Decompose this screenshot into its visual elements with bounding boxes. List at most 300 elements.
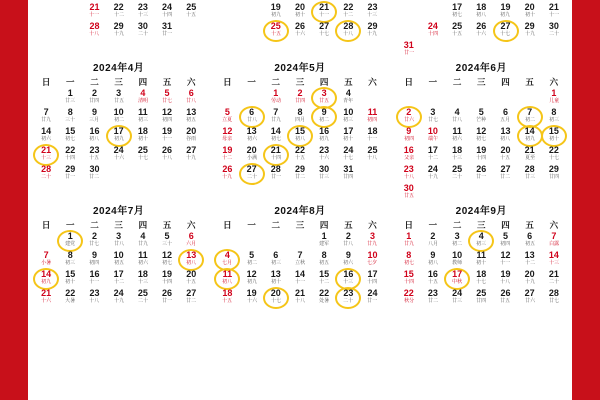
day-cell[interactable] (397, 126, 421, 145)
day-cell[interactable] (312, 21, 336, 40)
day-number: 26 (476, 21, 487, 31)
weekday-header-6: 六 (549, 77, 559, 87)
day-cell[interactable] (215, 126, 239, 145)
day-cell[interactable] (215, 269, 239, 288)
day-cell[interactable] (82, 107, 106, 126)
day-cell[interactable] (336, 88, 360, 107)
day-cell[interactable] (131, 88, 155, 107)
day-number: 25 (452, 164, 463, 174)
day-cell[interactable] (421, 126, 445, 145)
day-cell[interactable] (542, 269, 566, 288)
day-cell[interactable] (107, 21, 131, 40)
day-cell[interactable] (445, 288, 469, 307)
day-cell[interactable] (131, 269, 155, 288)
day-cell[interactable] (155, 2, 179, 21)
day-cell[interactable] (82, 231, 106, 250)
lunar-label: 十四 (270, 155, 281, 161)
day-cell[interactable] (82, 250, 106, 269)
weekday-header-1: 一 (66, 77, 75, 87)
day-cell[interactable] (131, 21, 155, 40)
day-cell[interactable] (240, 288, 264, 307)
lunar-label: 初四 (89, 260, 100, 266)
day-cell[interactable] (469, 164, 493, 183)
lunar-label: 十六 (41, 298, 52, 304)
day-cell[interactable] (131, 2, 155, 21)
day-number: 18 (137, 269, 148, 279)
day-number: 18 (476, 269, 487, 279)
day-cell[interactable] (397, 164, 421, 183)
day-cell[interactable] (107, 288, 131, 307)
day-cell[interactable] (421, 164, 445, 183)
day-number: 29 (294, 164, 305, 174)
day-cell[interactable] (421, 21, 445, 40)
day-cell[interactable] (288, 21, 312, 40)
day-cell[interactable] (58, 107, 82, 126)
lunar-label: 初三 (548, 117, 559, 123)
day-cell[interactable] (469, 288, 493, 307)
day-number: 28 (89, 21, 100, 31)
day-cell[interactable] (421, 269, 445, 288)
day-cell[interactable] (240, 269, 264, 288)
empty-cell (493, 88, 517, 107)
day-cell[interactable] (288, 88, 312, 107)
day-cell[interactable] (107, 2, 131, 21)
day-cell[interactable] (240, 107, 264, 126)
day-cell[interactable] (34, 107, 58, 126)
lunar-label: 初四 (367, 117, 378, 123)
weekday-header-1: 一 (247, 77, 256, 87)
day-cell[interactable] (421, 231, 445, 250)
day-cell[interactable] (34, 288, 58, 307)
day-cell[interactable] (336, 2, 360, 21)
day-cell[interactable] (469, 21, 493, 40)
empty-cell (58, 2, 82, 21)
day-number: 14 (524, 126, 535, 136)
day-number: 28 (524, 164, 535, 174)
day-number: 12 (476, 126, 487, 136)
lunar-label: 十六 (295, 31, 305, 37)
day-cell[interactable] (360, 288, 384, 307)
day-cell[interactable] (82, 2, 106, 21)
day-cell[interactable] (240, 145, 264, 164)
lunar-label: 初三 (137, 117, 148, 123)
day-cell[interactable] (155, 231, 179, 250)
lunar-label: 廿五 (403, 193, 414, 199)
day-cell[interactable] (264, 107, 288, 126)
day-cell[interactable] (336, 231, 360, 250)
weekday-header-4: 四 (319, 77, 329, 87)
day-cell[interactable] (155, 288, 179, 307)
day-cell[interactable] (264, 250, 288, 269)
day-cell[interactable] (264, 126, 288, 145)
day-cell[interactable] (58, 288, 82, 307)
day-number: 29 (113, 21, 124, 31)
day-cell[interactable] (312, 2, 336, 21)
lunar-label: 廿七 (427, 117, 438, 123)
day-number: 6 (188, 88, 194, 98)
lunar-label: 建党 (65, 241, 76, 247)
day-cell[interactable] (542, 88, 566, 107)
day-cell[interactable] (493, 250, 517, 269)
lunar-label: 初十 (548, 136, 559, 142)
day-cell[interactable] (82, 145, 106, 164)
empty-cell (469, 40, 493, 59)
day-cell[interactable] (445, 231, 469, 250)
month-row (28, 59, 572, 202)
day-cell[interactable] (131, 107, 155, 126)
day-cell[interactable] (312, 164, 336, 183)
day-cell[interactable] (107, 126, 131, 145)
day-cell[interactable] (240, 126, 264, 145)
day-cell[interactable] (397, 250, 421, 269)
day-cell[interactable] (469, 231, 493, 250)
day-cell[interactable] (518, 231, 542, 250)
day-cell[interactable] (445, 164, 469, 183)
day-cell[interactable] (288, 164, 312, 183)
day-cell[interactable] (179, 126, 203, 145)
lunar-label: 芒种 (476, 117, 487, 123)
day-cell[interactable] (469, 145, 493, 164)
day-cell[interactable] (240, 164, 264, 183)
day-number: 30 (403, 183, 414, 193)
day-cell[interactable] (264, 288, 288, 307)
day-cell[interactable] (179, 88, 203, 107)
day-cell[interactable] (264, 21, 288, 40)
day-number: 25 (270, 21, 281, 31)
day-cell[interactable] (107, 107, 131, 126)
day-number: 13 (270, 269, 281, 279)
lunar-label: 小满 (246, 155, 257, 161)
day-cell[interactable] (493, 288, 517, 307)
day-cell[interactable] (360, 21, 384, 40)
lunar-label: 二十 (246, 174, 257, 180)
day-cell[interactable] (469, 2, 493, 21)
day-cell[interactable] (288, 288, 312, 307)
day-cell[interactable] (34, 126, 58, 145)
day-cell[interactable] (445, 107, 469, 126)
day-cell[interactable] (336, 126, 360, 145)
day-cell[interactable] (312, 145, 336, 164)
lunar-label: 十四 (65, 155, 76, 161)
day-cell[interactable] (131, 231, 155, 250)
day-cell[interactable] (445, 126, 469, 145)
lunar-label: 六月 (186, 241, 197, 247)
lunar-label: 十八 (343, 31, 354, 37)
day-cell[interactable] (288, 126, 312, 145)
day-cell[interactable] (469, 107, 493, 126)
day-cell[interactable] (288, 269, 312, 288)
day-cell[interactable] (445, 269, 469, 288)
month-table (34, 76, 203, 183)
day-cell[interactable] (107, 88, 131, 107)
day-cell[interactable] (215, 145, 239, 164)
day-number: 21 (548, 2, 559, 12)
day-cell[interactable] (542, 21, 566, 40)
day-cell[interactable] (493, 231, 517, 250)
day-cell[interactable] (288, 107, 312, 126)
day-cell[interactable] (445, 250, 469, 269)
day-cell[interactable] (542, 107, 566, 126)
day-cell[interactable] (312, 288, 336, 307)
day-cell[interactable] (58, 231, 82, 250)
day-cell[interactable] (518, 269, 542, 288)
day-number: 22 (403, 288, 414, 298)
day-cell[interactable] (215, 107, 239, 126)
day-number: 28 (343, 21, 354, 31)
day-cell[interactable] (131, 250, 155, 269)
day-cell[interactable] (518, 288, 542, 307)
day-number: 10 (113, 250, 124, 260)
day-number: 3 (370, 231, 376, 241)
day-cell[interactable] (264, 2, 288, 21)
day-number: 17 (113, 126, 124, 136)
day-cell[interactable] (155, 250, 179, 269)
day-cell[interactable] (215, 250, 239, 269)
day-cell[interactable] (215, 288, 239, 307)
lunar-label: 中秋 (452, 279, 463, 285)
day-cell[interactable] (264, 88, 288, 107)
lunar-label: 廿一 (65, 174, 76, 180)
lunar-label: 十六 (246, 298, 257, 304)
day-number: 16 (319, 126, 330, 136)
day-cell[interactable] (397, 269, 421, 288)
day-cell[interactable] (131, 145, 155, 164)
day-number: 27 (319, 21, 330, 31)
day-cell[interactable] (518, 164, 542, 183)
week-row (215, 231, 384, 250)
day-cell[interactable] (336, 288, 360, 307)
week-row (397, 88, 566, 107)
day-cell[interactable] (179, 269, 203, 288)
day-cell[interactable] (264, 145, 288, 164)
day-number: 31 (162, 21, 173, 31)
day-cell[interactable] (421, 250, 445, 269)
day-cell[interactable] (360, 107, 384, 126)
lunar-label: 十一 (500, 260, 511, 266)
lunar-label: 十三 (137, 279, 148, 285)
day-cell[interactable] (312, 231, 336, 250)
day-cell[interactable] (493, 269, 517, 288)
day-cell[interactable] (82, 269, 106, 288)
month-block (28, 0, 209, 59)
day-cell[interactable] (336, 269, 360, 288)
day-cell[interactable] (493, 107, 517, 126)
day-cell[interactable] (155, 269, 179, 288)
day-cell[interactable] (82, 164, 106, 183)
day-number: 29 (548, 164, 559, 174)
day-cell[interactable] (215, 164, 239, 183)
empty-cell (264, 231, 288, 250)
day-cell[interactable] (518, 2, 542, 21)
day-number: 14 (548, 250, 559, 260)
day-cell[interactable] (518, 126, 542, 145)
day-cell[interactable] (288, 2, 312, 21)
day-cell[interactable] (336, 250, 360, 269)
day-number: 26 (222, 164, 233, 174)
weekday-header-0: 日 (404, 220, 413, 230)
day-cell[interactable] (155, 145, 179, 164)
week-row (215, 88, 384, 107)
day-cell[interactable] (469, 126, 493, 145)
day-cell[interactable] (445, 2, 469, 21)
lunar-label: 廿八 (186, 98, 197, 104)
day-cell[interactable] (179, 2, 203, 21)
lunar-label: 三月 (89, 117, 100, 123)
weekday-header-6: 六 (186, 220, 196, 230)
day-cell[interactable] (107, 145, 131, 164)
day-cell[interactable] (542, 250, 566, 269)
day-cell[interactable] (58, 164, 82, 183)
day-cell[interactable] (493, 2, 517, 21)
day-cell[interactable] (397, 231, 421, 250)
day-cell[interactable] (397, 288, 421, 307)
day-number: 13 (500, 126, 511, 136)
day-cell[interactable] (336, 164, 360, 183)
day-cell[interactable] (493, 145, 517, 164)
day-cell[interactable] (131, 288, 155, 307)
day-cell[interactable] (288, 250, 312, 269)
day-cell[interactable] (445, 145, 469, 164)
day-number: 6 (249, 107, 255, 117)
lunar-label: 廿三 (319, 174, 330, 180)
day-cell[interactable] (312, 126, 336, 145)
day-cell[interactable] (397, 107, 421, 126)
day-cell[interactable] (360, 145, 384, 164)
day-cell[interactable] (312, 88, 336, 107)
day-cell[interactable] (82, 126, 106, 145)
lunar-label: 十一 (295, 279, 305, 285)
day-cell[interactable] (58, 250, 82, 269)
lunar-label: 廿一 (476, 174, 487, 180)
day-cell[interactable] (179, 231, 203, 250)
day-cell[interactable] (58, 88, 82, 107)
month-block (28, 202, 209, 307)
week-row (397, 2, 566, 21)
day-cell[interactable] (240, 250, 264, 269)
day-cell[interactable] (421, 145, 445, 164)
day-cell[interactable] (58, 126, 82, 145)
month-table (397, 2, 566, 59)
day-cell[interactable] (360, 250, 384, 269)
day-cell[interactable] (360, 126, 384, 145)
day-cell[interactable] (469, 250, 493, 269)
day-cell[interactable] (107, 231, 131, 250)
day-cell[interactable] (421, 288, 445, 307)
day-cell[interactable] (518, 21, 542, 40)
day-cell[interactable] (179, 250, 203, 269)
day-cell[interactable] (397, 183, 421, 202)
lunar-label: 廿四 (89, 98, 100, 104)
day-cell[interactable] (397, 40, 421, 59)
day-cell[interactable] (179, 288, 203, 307)
day-cell[interactable] (518, 107, 542, 126)
day-cell[interactable] (518, 145, 542, 164)
day-cell[interactable] (179, 145, 203, 164)
day-cell[interactable] (58, 145, 82, 164)
day-number: 27 (500, 164, 511, 174)
day-cell[interactable] (82, 288, 106, 307)
day-number: 27 (186, 288, 197, 298)
day-cell[interactable] (493, 21, 517, 40)
day-cell[interactable] (542, 164, 566, 183)
day-cell[interactable] (542, 126, 566, 145)
day-cell[interactable] (542, 145, 566, 164)
lunar-label: 初九 (319, 136, 330, 142)
day-number: 7 (551, 231, 557, 241)
empty-cell (240, 231, 264, 250)
day-cell[interactable] (58, 269, 82, 288)
day-number: 20 (246, 145, 257, 155)
day-number: 23 (427, 288, 438, 298)
day-cell[interactable] (107, 250, 131, 269)
weekday-header-3: 三 (114, 220, 123, 230)
day-cell[interactable] (469, 269, 493, 288)
day-cell[interactable] (312, 269, 336, 288)
day-cell[interactable] (542, 2, 566, 21)
lunar-label: 处暑 (319, 298, 330, 304)
day-cell[interactable] (312, 107, 336, 126)
day-cell[interactable] (155, 126, 179, 145)
day-number: 21 (270, 145, 281, 155)
day-cell[interactable] (360, 269, 384, 288)
day-cell[interactable] (264, 164, 288, 183)
day-cell[interactable] (34, 164, 58, 183)
day-cell[interactable] (131, 126, 155, 145)
day-cell[interactable] (542, 231, 566, 250)
day-cell[interactable] (312, 250, 336, 269)
day-cell[interactable] (542, 288, 566, 307)
day-cell[interactable] (179, 107, 203, 126)
day-cell[interactable] (336, 21, 360, 40)
day-cell[interactable] (34, 145, 58, 164)
lunar-label: 父亲 (403, 155, 414, 161)
day-cell[interactable] (336, 107, 360, 126)
day-cell[interactable] (445, 21, 469, 40)
day-cell[interactable] (360, 2, 384, 21)
lunar-label: 初九 (246, 279, 257, 285)
day-cell[interactable] (82, 88, 106, 107)
lunar-label: 七月 (222, 260, 233, 266)
day-cell[interactable] (288, 145, 312, 164)
lunar-label: 初三 (270, 260, 281, 266)
day-cell[interactable] (34, 250, 58, 269)
day-cell[interactable] (155, 88, 179, 107)
day-cell[interactable] (336, 145, 360, 164)
day-cell[interactable] (360, 231, 384, 250)
day-cell[interactable] (493, 126, 517, 145)
day-cell[interactable] (107, 269, 131, 288)
day-cell[interactable] (518, 250, 542, 269)
empty-cell (240, 2, 264, 21)
lunar-label: 劳动 (270, 98, 281, 104)
day-cell[interactable] (155, 107, 179, 126)
weekday-header-1: 一 (66, 220, 75, 230)
lunar-label: 十九 (222, 174, 233, 180)
day-cell[interactable] (421, 107, 445, 126)
month-block (209, 202, 390, 307)
day-cell[interactable] (82, 21, 106, 40)
empty-cell (360, 164, 384, 183)
day-number: 6 (527, 231, 533, 241)
day-cell[interactable] (155, 21, 179, 40)
day-cell[interactable] (493, 164, 517, 183)
lunar-label: 十一 (89, 12, 100, 18)
day-cell[interactable] (264, 269, 288, 288)
lunar-label: 十七 (500, 31, 511, 37)
day-number: 13 (186, 107, 197, 117)
day-cell[interactable] (34, 269, 58, 288)
day-cell[interactable] (397, 145, 421, 164)
